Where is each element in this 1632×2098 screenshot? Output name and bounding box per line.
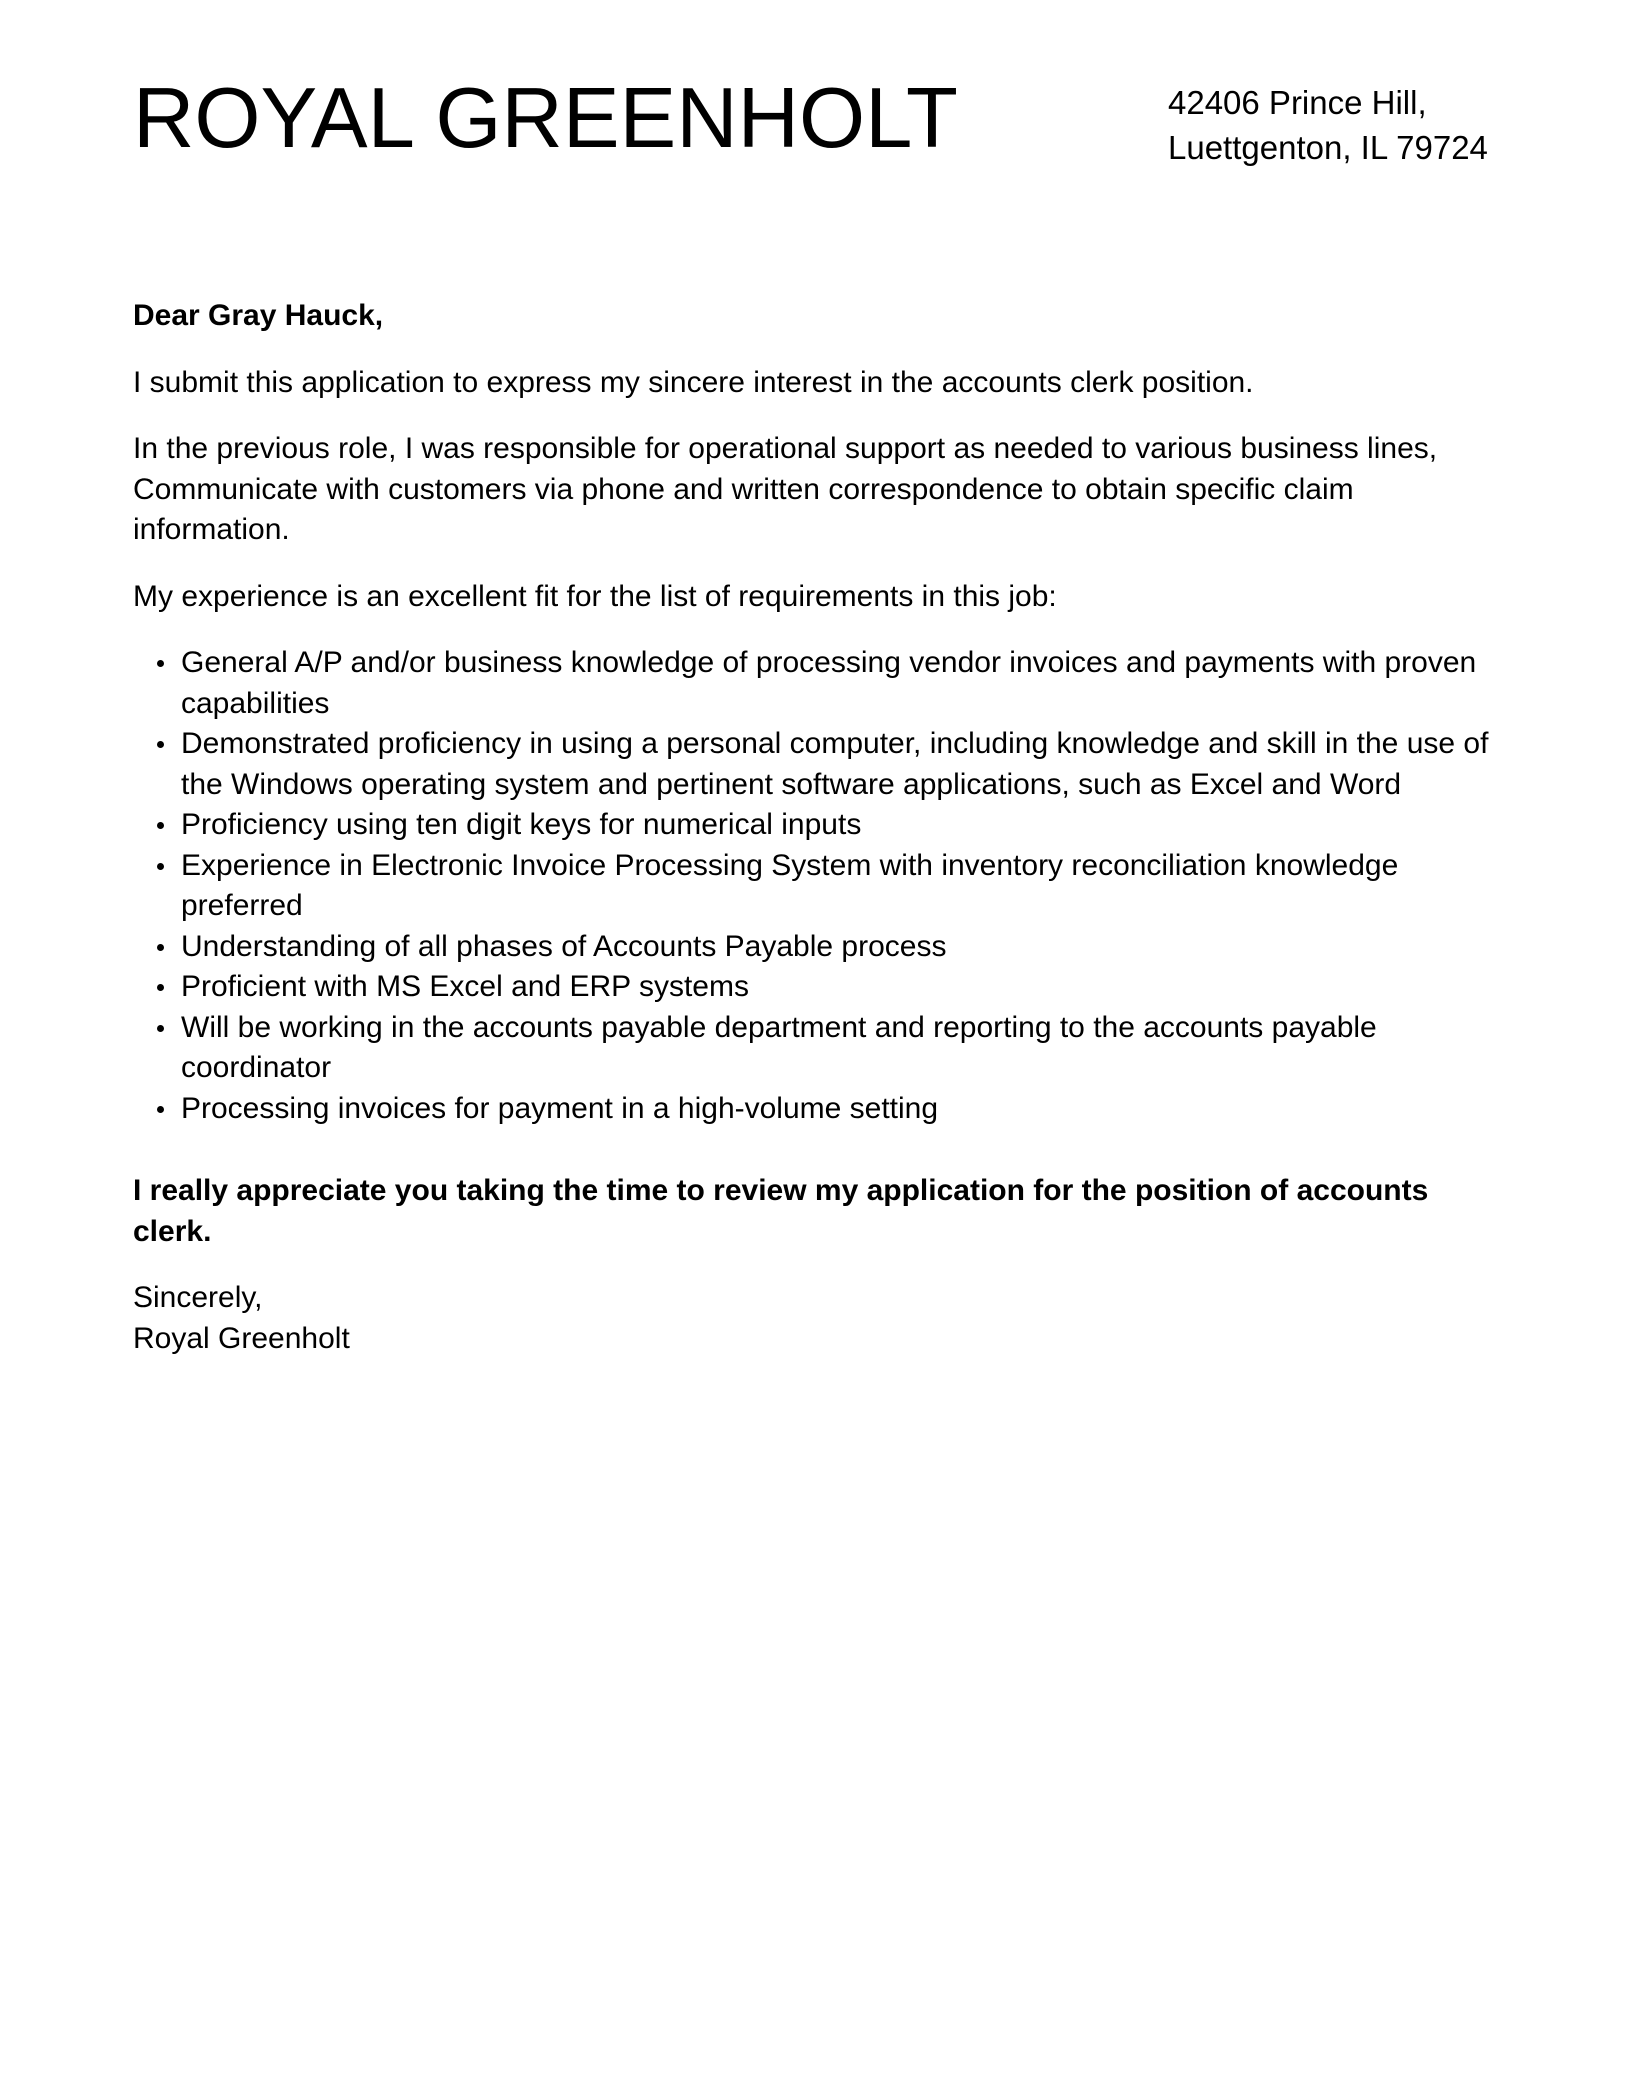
requirement-item: Proficiency using ten digit keys for numerical inputs — [181, 805, 1493, 846]
signoff-block — [133, 1278, 1493, 1359]
signoff-text: Sincerely, — [133, 1281, 263, 1314]
closing-paragraph: I really appreciate you taking the time to review my application for the position of accounts clerk. — [133, 1174, 1429, 1248]
address-line-street: 42406 Prince Hill, — [1168, 84, 1427, 121]
signature-name: Royal Greenholt — [133, 1321, 350, 1355]
requirements-list — [133, 643, 1493, 1129]
requirements-lead: My experience is an excellent fit for the list of requirements in this job: — [133, 579, 1057, 613]
address-line-city: Luettgenton, IL 79724 — [1168, 129, 1488, 166]
requirement-item: Understanding of all phases of Accounts Payable process — [181, 927, 1493, 968]
requirement-item: General A/P and/or business knowledge of processing vendor invoices and payments with proven capabilities — [181, 643, 1493, 724]
applicant-name-heading: ROYAL GREENHOLT — [133, 71, 958, 166]
salutation: Dear Gray Hauck, — [133, 299, 384, 332]
previous-role-paragraph: In the previous role, I was responsible for operational support as needed to various business lines, Communicate with customers via phone and written correspondence to obtain specific claim information. — [133, 432, 1438, 546]
requirement-item: Will be working in the accounts payable department and reporting to the accounts payable coordinator — [181, 1008, 1493, 1089]
requirement-item: Processing invoices for payment in a high-volume setting — [181, 1089, 1493, 1130]
requirement-item: Demonstrated proficiency in using a personal computer, including knowledge and skill in the use of the Windows operating system and pertinent software applications, such as Excel and Word — [181, 724, 1493, 805]
requirement-item: Experience in Electronic Invoice Processing System with inventory reconciliation knowledge preferred — [181, 846, 1493, 927]
requirement-item: Proficient with MS Excel and ERP systems — [181, 967, 1493, 1008]
applicant-address — [1168, 80, 1488, 170]
intro-paragraph: I submit this application to express my sincere interest in the accounts clerk position. — [133, 365, 1254, 399]
letter-body — [133, 296, 1493, 1359]
